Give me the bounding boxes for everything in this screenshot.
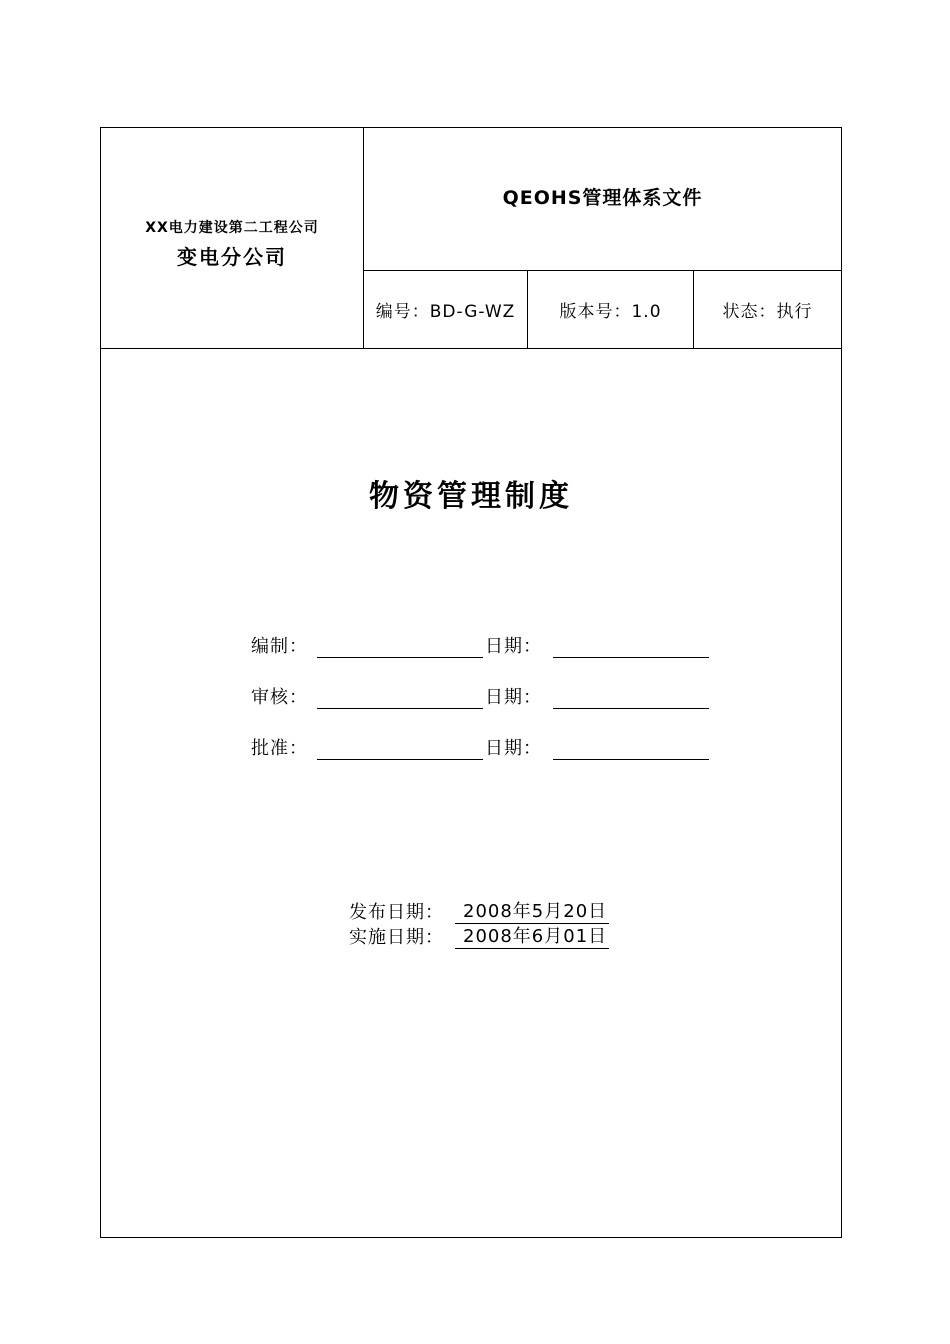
- date-label: 日期：: [485, 687, 542, 708]
- company-cell: [101, 128, 364, 348]
- effective-date-row: [349, 923, 609, 949]
- branch-name: 变电分公司: [177, 244, 287, 269]
- publish-date-row: [349, 898, 609, 924]
- document-version: 版本号：1.0: [528, 271, 694, 348]
- date-label: 日期：: [485, 738, 542, 759]
- signature-blank[interactable]: [317, 739, 483, 760]
- signature-row-approve: [251, 730, 709, 760]
- date-blank[interactable]: [553, 688, 709, 709]
- signature-row-compile: [251, 628, 709, 658]
- document-frame: [100, 127, 842, 1238]
- signature-blank[interactable]: [317, 688, 483, 709]
- document-code: 编号：BD-G-WZ: [364, 271, 528, 348]
- publish-date-label: 发布日期：: [349, 902, 444, 923]
- document-title: 物资管理制度: [369, 479, 573, 514]
- system-title-cell: [364, 128, 841, 270]
- meta-row: [364, 270, 841, 348]
- signature-row-review: [251, 679, 709, 709]
- effective-date-value: 2008年6月01日: [455, 922, 609, 949]
- effective-date-label: 实施日期：: [349, 927, 444, 948]
- signature-label: 编制：: [251, 636, 308, 657]
- date-blank[interactable]: [553, 739, 709, 760]
- header-divider: [101, 348, 841, 349]
- date-label: 日期：: [485, 636, 542, 657]
- publish-date-value: 2008年5月20日: [455, 897, 609, 924]
- document-status: 状态：执行: [722, 302, 813, 322]
- signature-blank[interactable]: [317, 637, 483, 658]
- system-title: QEOHS管理体系文件: [502, 186, 703, 209]
- company-name: XX电力建设第二工程公司: [145, 219, 319, 236]
- signature-label: 批准：: [251, 738, 308, 759]
- date-blank[interactable]: [553, 637, 709, 658]
- signature-label: 审核：: [251, 687, 308, 708]
